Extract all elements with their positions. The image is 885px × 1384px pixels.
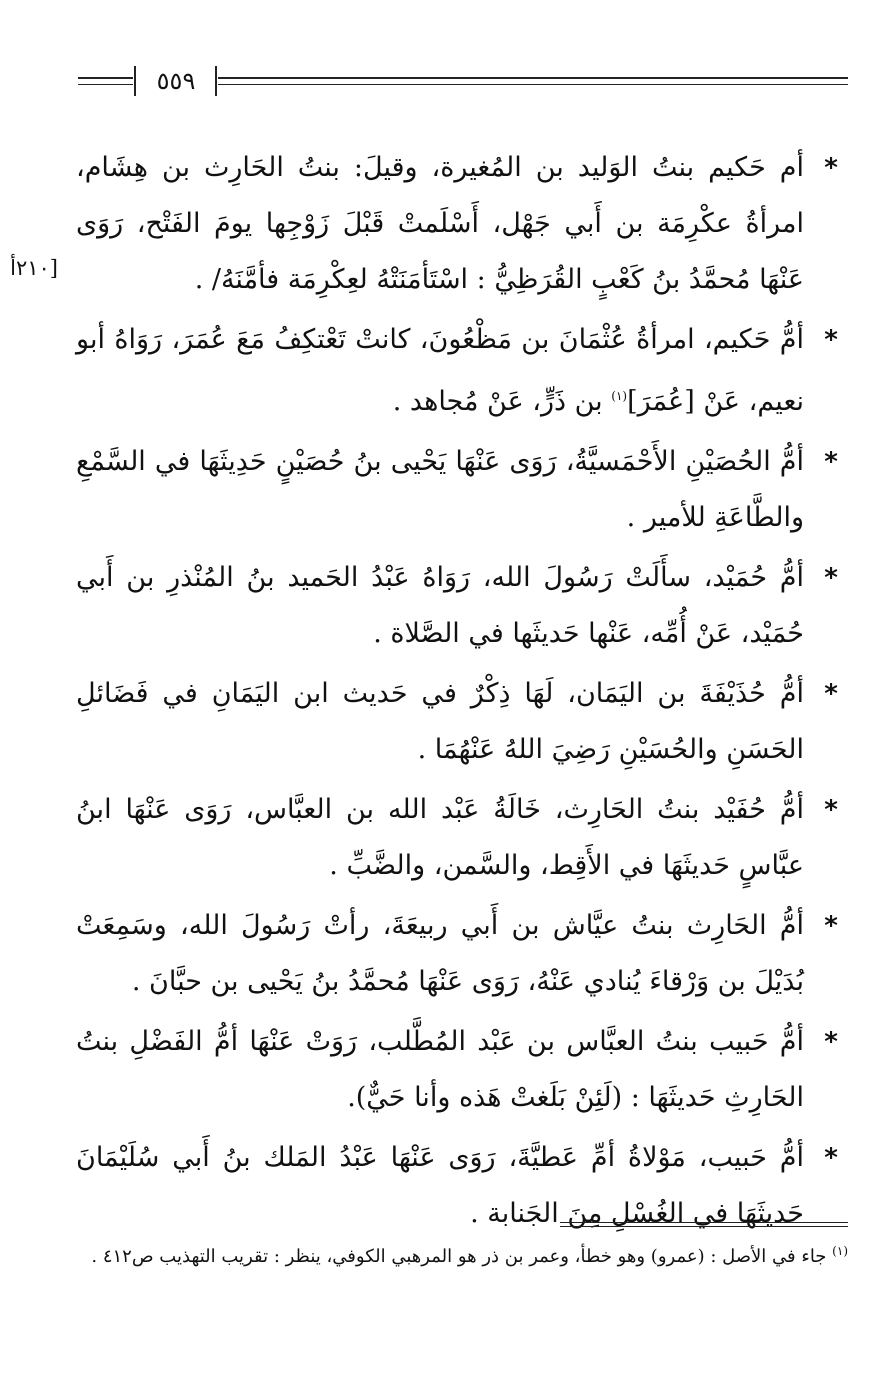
entry-bullet: *	[824, 447, 838, 477]
entry-text: أمُّ حَبيب بنتُ العبَّاس بن عَبْد المُطَّلب، رَوَتْ عَنْهَا أمُّ الفَضْلِ بنتُ الحَارِثِ حَديثَهَا : (لَئِنْ بَلَغتْ هَذه وأنا حَيٌّ).	[76, 1026, 804, 1113]
header-divider-left	[134, 66, 136, 96]
entry-bullet: *	[824, 795, 838, 825]
entry-umm-al-husayn	[76, 434, 846, 546]
entry-umm-humayd	[76, 550, 846, 662]
entry-text: أمُّ الحُصَيْنِ الأَحْمَسيَّةُ، رَوَى عَنْهَا يَحْيى بنُ حُصَيْنٍ حَدِيثَهَا في السَّمْعِ والطَّاعَةِ للأمير .	[76, 446, 804, 533]
footnote-reference[interactable]: (١)	[611, 389, 628, 403]
entry-umm-hakim-bint-al-walid	[76, 140, 846, 308]
entry-bullet: *	[824, 153, 838, 183]
entry-text: أمُّ الحَارِث بنتُ عيَّاش بن أَبي ربيعَةَ، رأتْ رَسُولَ الله، وسَمِعَتْ بُدَيْلَ بن وَرْقاءَ يُنادي عَنْهُ، رَوَى عَنْهَا مُحمَّدُ بنُ يَحْيى بن حبَّانَ .	[76, 910, 804, 997]
margin-manuscript-reference: [٢١٠أ	[10, 256, 58, 280]
entry-umm-habib-bint-al-abbas	[76, 1014, 846, 1126]
main-text	[76, 140, 846, 1246]
entry-umm-al-harith	[76, 898, 846, 1010]
entry-text: أمُّ حَكيم، امرأةُ عُثْمَانَ بن مَظْعُونَ، كانتْ تَعْتكِفُ مَعَ عُمَرَ، رَوَاهُ أبو نعيم، عَنْ [عُمَرَ]	[76, 324, 804, 417]
entry-bullet: *	[824, 1143, 838, 1173]
entry-bullet: *	[824, 911, 838, 941]
footnote-text: جاء في الأصل : (عمرو) وهو خطأ، وعمر بن ذر هو المرهبي الكوفي، ينظر : تقريب التهذيب ص٤١٢ .	[91, 1246, 827, 1267]
entry-bullet: *	[824, 563, 838, 593]
entry-umm-hakim-wife-of-uthman	[76, 312, 846, 430]
entry-text: أمُّ حُمَيْد، سأَلَتْ رَسُولَ الله، رَوَاهُ عَبْدُ الحَميد بنُ المُنْذرِ بن أَبي حُمَيْد، عَنْ أُمِّه، عَنْها حَديثَها في الصَّلاة .	[76, 562, 804, 649]
header-rule-left	[78, 77, 133, 85]
footnote-marker: (١)	[832, 1244, 848, 1258]
footnote	[76, 1234, 848, 1274]
entry-text-continued: بن ذَرٍّ، عَنْ مُجاهد .	[392, 386, 612, 417]
footnote-separator	[560, 1222, 848, 1227]
entry-bullet: *	[824, 325, 838, 355]
header-divider-right	[215, 66, 217, 96]
entry-text: أم حَكيم بنتُ الوَليد بن المُغيرة، وقيلَ: بنتُ الحَارِث بن هِشَام، امرأةُ عكْرِمَة بن أَبي جَهْل، أَسْلَمتْ قَبْلَ زَوْجِها يومَ الفَتْح، رَوَى عَنْهَا مُحمَّدُ بنُ كَعْبٍ القُرَظِيُّ : اسْتَأمَنَتْهُ لعِكْرِمَة فأمَّنَهُ/ .	[76, 152, 804, 295]
entry-umm-hudhayfa	[76, 666, 846, 778]
entry-bullet: *	[824, 1027, 838, 1057]
entry-text: أمُّ حُفَيْد بنتُ الحَارِث، خَالَةُ عَبْد الله بن العبَّاس، رَوَى عَنْهَا ابنُ عبَّاسٍ حَديثَهَا في الأَقِط، والسَّمن، والضَّبِّ .	[76, 794, 804, 881]
header-rule-right	[218, 77, 848, 85]
entry-umm-hufayd	[76, 782, 846, 894]
entry-text: أمُّ حُذَيْفَةَ بن اليَمَان، لَهَا ذِكْرٌ في حَديث ابن اليَمَانِ في فَضَائلِ الحَسَنِ والحُسَيْنِ رَضِيَ اللهُ عَنْهُمَا .	[76, 678, 804, 765]
page-number: ٥٥٩	[156, 67, 196, 95]
entry-bullet: *	[824, 679, 838, 709]
page-header	[78, 64, 848, 98]
entry-text: أمُّ حَبيب، مَوْلاةُ أمِّ عَطيَّةَ، رَوَى عَنْهَا عَبْدُ المَلك بنُ أَبي سُلَيْمَانَ حَديثَهَا في الغُسْلِ مِنَ الجَنابة .	[76, 1142, 804, 1229]
